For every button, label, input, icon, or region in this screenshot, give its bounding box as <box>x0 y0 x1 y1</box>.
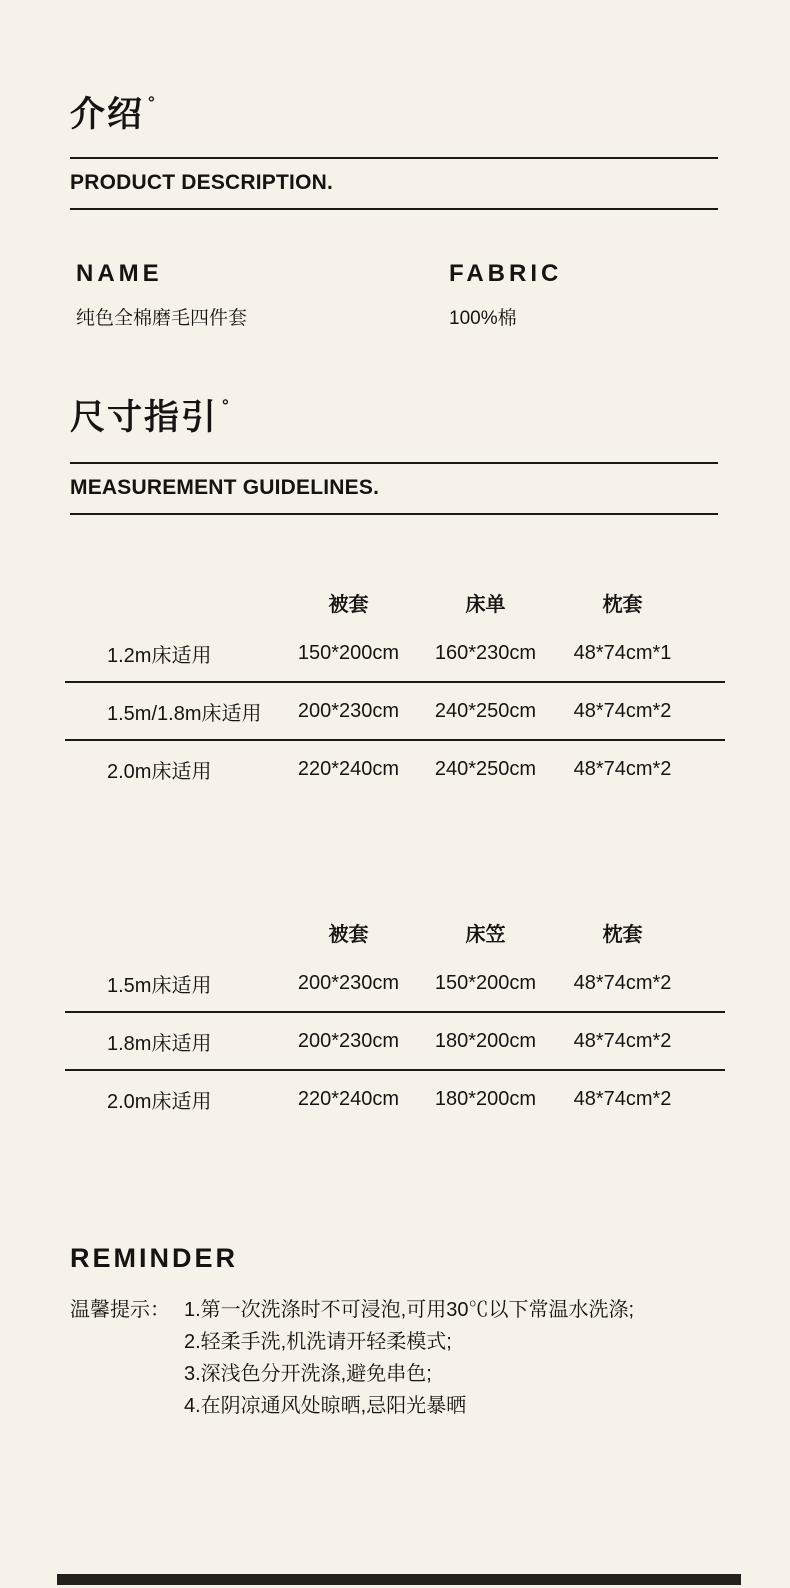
reminder-item-3: 3.深浅色分开洗涤,避免串色; <box>184 1363 432 1385</box>
cell-pillowcase: 48*74cm*2 <box>573 699 672 722</box>
cell-pillowcase: 48*74cm*2 <box>573 1087 672 1110</box>
cell-pillowcase: 48*74cm*1 <box>573 641 672 664</box>
cell-bed-sheet: 240*250cm <box>434 757 537 780</box>
column-header-pillowcase: 枕套 <box>602 593 643 616</box>
column-header-bed-sheet: 床单 <box>465 593 506 616</box>
intro-title-text: 介绍 <box>70 95 145 134</box>
name-value: 纯色全棉磨毛四件套 <box>76 308 248 329</box>
cell-pillowcase: 48*74cm*2 <box>573 1029 672 1052</box>
reminder-title: REMINDER <box>70 1243 239 1273</box>
column-header-pillowcase: 枕套 <box>602 923 643 946</box>
cell-duvet-cover: 220*240cm <box>297 1087 400 1110</box>
row-label: 2.0m床适用 <box>107 1090 212 1113</box>
bottom-divider-bar <box>57 1574 741 1585</box>
column-header-duvet-cover: 被套 <box>328 923 369 946</box>
intro-section <box>70 0 718 210</box>
reminder-body <box>70 1294 718 1422</box>
size-guide-title <box>70 396 718 439</box>
cell-pillowcase: 48*74cm*2 <box>573 757 672 780</box>
column-header-duvet-cover: 被套 <box>328 593 369 616</box>
name-label: NAME <box>76 260 163 287</box>
table-row <box>65 955 725 1011</box>
cell-duvet-cover: 200*230cm <box>297 699 400 722</box>
table-row <box>65 1011 725 1069</box>
fabric-label: FABRIC <box>449 260 563 287</box>
divider-line <box>70 208 718 210</box>
size-guide-section <box>70 330 718 515</box>
cell-bed-sheet: 160*230cm <box>434 641 537 664</box>
reminder-items <box>184 1294 634 1422</box>
reminder-section <box>70 1243 718 1422</box>
row-label: 2.0m床适用 <box>107 760 212 783</box>
product-specs <box>70 260 718 330</box>
row-label: 1.5m/1.8m床适用 <box>107 702 262 725</box>
size-guide-title-text: 尺寸指引 <box>70 398 219 437</box>
table-header-row <box>65 579 725 625</box>
cell-duvet-cover: 220*240cm <box>297 757 400 780</box>
reminder-label: 温馨提示： <box>70 1299 170 1321</box>
column-header-fitted-sheet: 床笠 <box>465 923 506 946</box>
intro-title <box>70 93 718 136</box>
reminder-item-2: 2.轻柔手洗,机洗请开轻柔模式; <box>184 1331 452 1353</box>
table-row <box>65 739 725 797</box>
cell-bed-sheet: 240*250cm <box>434 699 537 722</box>
product-detail-page <box>70 0 718 1422</box>
cell-pillowcase: 48*74cm*2 <box>573 971 672 994</box>
table-row <box>65 1069 725 1127</box>
table-header-row <box>65 909 725 955</box>
degree-mark: ° <box>148 93 157 112</box>
degree-mark: ° <box>222 396 231 415</box>
divider-line <box>70 513 718 515</box>
intro-subtitle: PRODUCT DESCRIPTION. <box>70 171 334 194</box>
cell-duvet-cover: 200*230cm <box>297 971 400 994</box>
fabric-value: 100%棉 <box>449 308 517 329</box>
name-spec <box>70 260 449 330</box>
cell-duvet-cover: 200*230cm <box>297 1029 400 1052</box>
size-table-sheet-set <box>65 579 725 797</box>
cell-duvet-cover: 150*200cm <box>297 641 400 664</box>
size-table-fitted-sheet-set <box>65 909 725 1127</box>
row-label: 1.2m床适用 <box>107 644 212 667</box>
reminder-item-1: 1.第一次洗涤时不可浸泡,可用30℃以下常温水洗涤; <box>184 1299 635 1321</box>
fabric-spec <box>449 260 718 330</box>
cell-fitted-sheet: 150*200cm <box>434 971 537 994</box>
cell-fitted-sheet: 180*200cm <box>434 1029 537 1052</box>
cell-fitted-sheet: 180*200cm <box>434 1087 537 1110</box>
reminder-item-4: 4.在阴凉通风处晾晒,忌阳光暴晒 <box>184 1395 467 1417</box>
row-label: 1.8m床适用 <box>107 1032 212 1055</box>
size-guide-subtitle: MEASUREMENT GUIDELINES. <box>70 476 380 499</box>
row-label: 1.5m床适用 <box>107 974 212 997</box>
table-row <box>65 681 725 739</box>
table-row <box>65 625 725 681</box>
